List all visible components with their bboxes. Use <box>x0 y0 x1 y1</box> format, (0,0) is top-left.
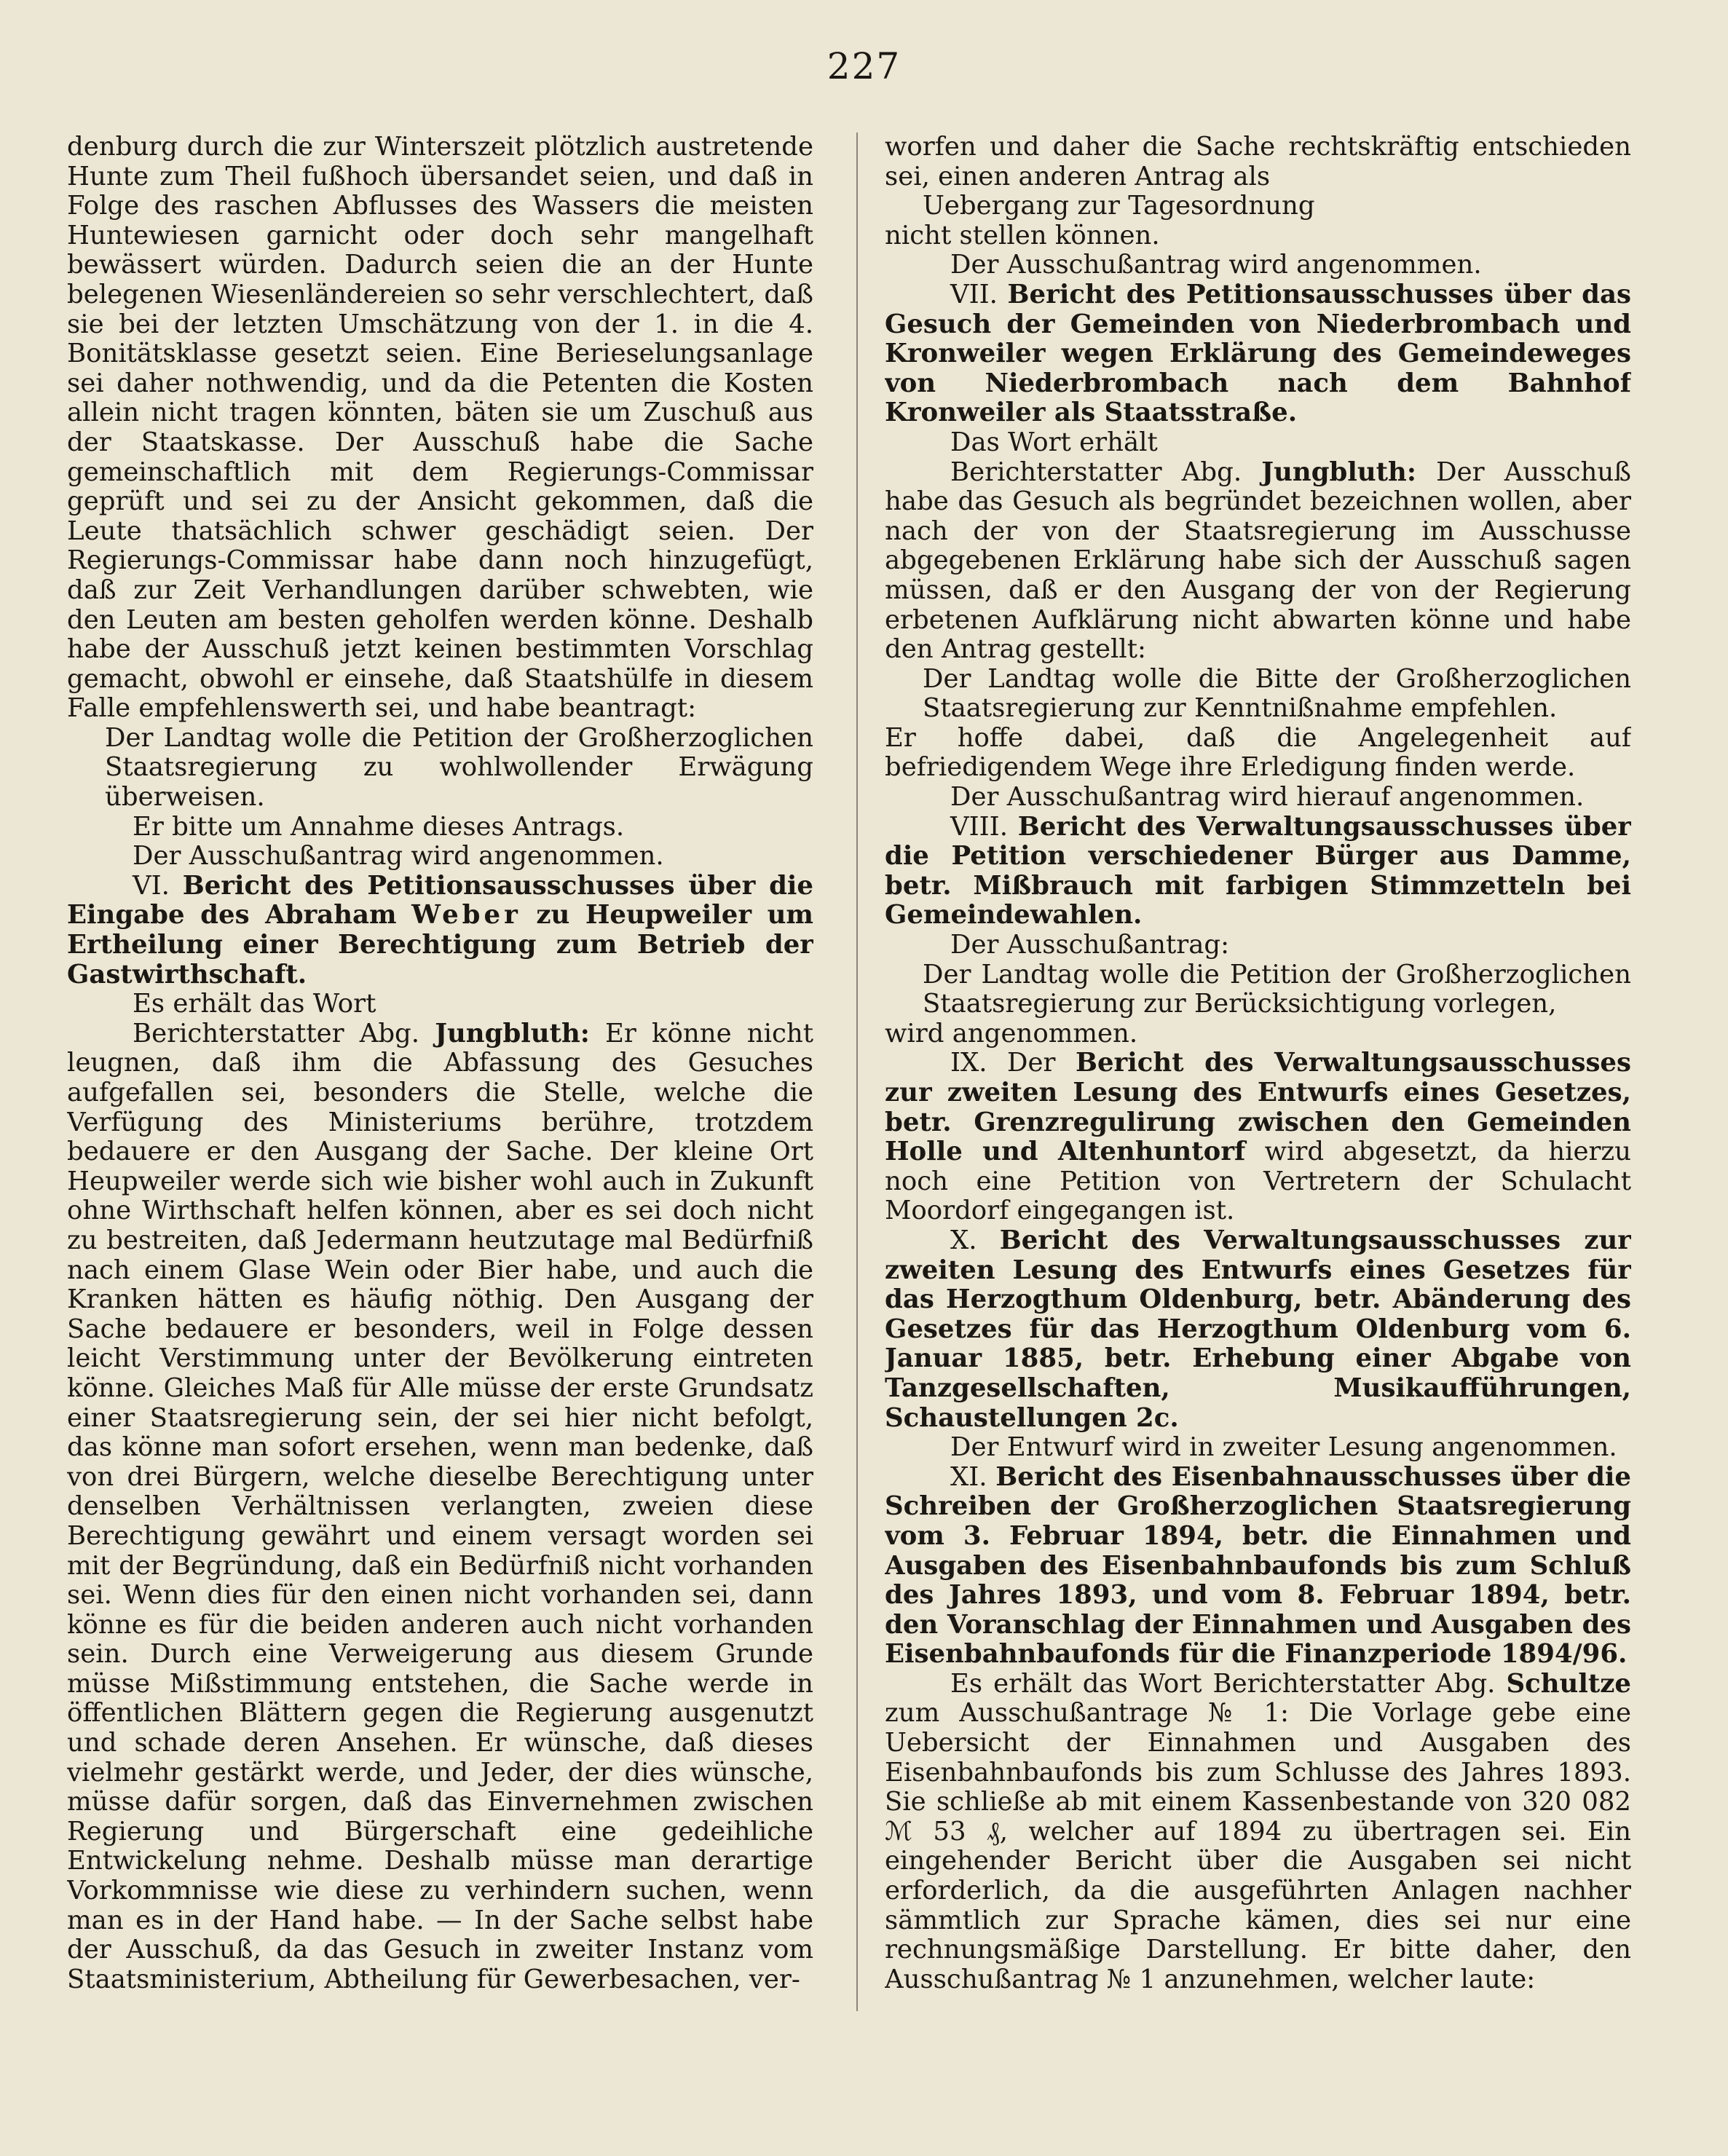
speaker-role: Berichterstatter Abg. <box>950 457 1242 487</box>
column-divider <box>856 133 858 2011</box>
paragraph: Er bitte um Annahme dieses Antrags. <box>133 811 625 842</box>
speech-text: zum Ausschußantrage № 1: Die Vorlage gebe eine Uebersicht der Einnahmen und Ausgaben des Eisenbahnbaufonds bis zum Schlusse des Jahres 1893. Sie schließe ab mit einem Kassenbestande von 320 082 ℳ 53 ₰, welcher auf 1894 zu übertragen sei. Ein eingehender Bericht über die Ausgaben sei nicht erforderlich, da die ausgeführten Anlagen nachher sämmtlich zur Sprache kämen, dies sei nur eine rechnungsmäßige Darstellung. Er bitte daher, den Ausschußantrag № 1 anzunehmen, welcher laute: <box>885 1698 1631 1994</box>
section-title-rest: zu Heupweiler um Ertheilung einer Berechtigung zum Betrieb der Gastwirthschaft. <box>67 900 813 990</box>
section-title: Bericht des Verwaltungsausschusses über die Petition verschiedener Bürger aus Damme, betr. Mißbrauch mit farbigen Stimmzetteln bei Gemeindewahlen. <box>885 811 1631 931</box>
paragraph: Der Ausschußantrag wird hierauf angenommen. <box>950 782 1585 813</box>
section-title: Bericht des Verwaltungsausschusses zur zweiten Lesung des Entwurfs eines Gesetzes für das Herzogthum Oldenburg, betr. Abänderung des Gesetzes für das Herzogthum Oldenburg vom 6. Januar 1885, betr. Erhebung einer Abgabe von Tanzgesellschaften, Musikaufführungen, Schaustellungen 2c. <box>885 1225 1631 1433</box>
speaker-role: Berichterstatter Abg. <box>133 1018 420 1049</box>
paragraph: wird angenommen. <box>885 1018 1138 1049</box>
paragraph: nicht stellen können. <box>885 220 1160 250</box>
paragraph: worfen und daher die Sache rechtskräftig entschieden sei, einen anderen Antrag als <box>885 133 1631 191</box>
right-column <box>885 133 1631 2098</box>
section-title: Bericht des Petitionsausschusses über die Eingabe des Abraham <box>67 870 813 931</box>
paragraph: Das Wort erhält <box>950 427 1158 457</box>
section-number: VII. <box>950 279 998 309</box>
motion-quote: Der Landtag wolle die Bitte der Großherzoglichen Staatsregierung zur Kenntnißnahme empfehlen. <box>923 663 1631 724</box>
speech-paragraph <box>885 458 1631 665</box>
paragraph: Der Ausschußantrag: <box>950 930 1230 960</box>
motion-quote: Uebergang zur Tagesordnung <box>923 191 1315 221</box>
section-title: Bericht des Eisenbahnausschusses über die Schreiben der Großherzoglichen Staatsregierung vom 3. Februar 1894, betr. die Einnahmen und Ausgaben des Eisenbahnbaufonds bis zum Schluß des Jahres 1893, und vom 8. Februar 1894, betr. den Voranschlag der Einnahmen und Ausgaben des Eisenbahnbaufonds für die Finanzperiode 1894/96. <box>885 1461 1631 1670</box>
left-column <box>67 133 813 2098</box>
section-number: VI. <box>133 870 170 901</box>
section-title-name: Weber <box>411 900 521 931</box>
motion-quote: Der Landtag wolle die Petition der Großherzoglichen Staatsregierung zu wohlwollender Erwägung überweisen. <box>105 722 813 813</box>
section-number: XI. <box>950 1461 987 1492</box>
page-number: 227 <box>826 45 902 87</box>
speech-paragraph <box>885 1670 1631 1995</box>
section-title: Bericht des Verwaltungsausschusses zur zweiten Lesung des Entwurfs eines Gesetzes, betr. Grenzregulirung zwischen den Gemeinden Holle und Altenhuntorf <box>885 1048 1631 1167</box>
speaker-name: Schultze <box>1506 1668 1631 1699</box>
paragraph: denburg durch die zur Winterszeit plötzlich austretende Hunte zum Theil fußhoch übersandet seien, und daß in Folge des raschen Abflusses des Wassers die meisten Huntewiesen garnicht oder doch sehr mangelhaft bewässert würden. Dadurch seien die an der Hunte belegenen Wiesenländereien so sehr verschlechtert, daß sie bei der letzten Umschätzung von der 1. in die 4. Bonitätsklasse gesetzt seien. Eine Berieselungsanlage sei daher nothwendig, und da die Petenten die Kosten allein nicht tragen könnten, bäten sie um Zuschuß aus der Staatskasse. Der Ausschuß habe die Sache gemeinschaftlich mit dem Regierungs-Commissar geprüft und sei zu der Ansicht gekommen, daß die Leute thatsächlich schwer geschädigt seien. Der Regierungs-Commissar habe dann noch hinzugefügt, daß zur Zeit Verhandlungen darüber schwebten, wie den Leuten am besten geholfen werden könne. Deshalb habe der Ausschuß jetzt keinen bestimmten Vorschlag gemacht, obwohl er einsehe, daß Staatshülfe in diesem Falle empfehlenswerth sei, und habe beantragt: <box>67 133 813 724</box>
speaker-name: Jungbluth: <box>435 1018 590 1049</box>
paragraph: Der Ausschußantrag wird angenommen. <box>950 250 1482 280</box>
section-heading <box>885 1049 1631 1226</box>
section-title: Bericht des Petitionsausschusses über das Gesuch der Gemeinden von Niederbrombach und Kronweiler wegen Erklärung des Gemeindeweges von Niederbrombach nach dem Bahnhof Kronweiler als Staatsstraße. <box>885 279 1631 428</box>
motion-quote: Der Landtag wolle die Petition der Großherzoglichen Staatsregierung zur Berücksichtigung vorlegen, <box>923 959 1631 1019</box>
speaker-name: Jungbluth: <box>1261 457 1416 487</box>
section-heading <box>885 1463 1631 1670</box>
paragraph: Er hoffe dabei, daß die Angelegenheit auf befriedigendem Wege ihre Erledigung finden werde. <box>885 722 1631 783</box>
section-heading <box>885 280 1631 428</box>
section-rest: wird abgesetzt, da hierzu noch eine Petition von Vertretern der Schulacht Moordorf eingegangen ist. <box>885 1137 1631 1226</box>
speech-text: Er könne nicht leugnen, daß ihm die Abfassung des Gesuches aufgefallen sei, besonders die Stelle, welche die Verfügung des Ministeriums berühre, trotzdem bedauere er den Ausgang der Sache. Der kleine Ort Heupweiler werde sich wie bisher wohl auch in Zukunft ohne Wirthschaft helfen können, aber es sei doch nicht zu bestreiten, daß Jedermann heutzutage mal Bedürfniß nach einem Glase Wein oder Bier habe, und auch die Kranken hätten es häufig nöthig. Den Ausgang der Sache bedauere er besonders, weil in Folge dessen leicht Verstimmung unter der Bevölkerung eintreten könne. Gleiches Maß für Alle müsse der erste Grundsatz einer Staatsregierung sein, der sei hier nicht befolgt, das könne man sofort ersehen, wenn man bedenke, daß von drei Bürgern, welche dieselbe Berechtigung unter denselben Verhältnissen verlangten, zweien diese Berechtigung gewährt und einem versagt worden sei mit der Begründung, daß ein Bedürfniß nicht vorhanden sei. Wenn dies für den einen nicht vorhanden sei, dann könne es für die beiden anderen auch nicht vorhanden sein. Durch eine Verweigerung aus diesem Grunde müsse Mißstimmung entstehen, die Sache werde in öffentlichen Blättern gegen die Regierung ausgenutzt und schade deren Ansehen. Er wünsche, daß dieses vielmehr gestärkt werde, und Jeder, der dies wünsche, müsse dafür sorgen, daß das Einvernehmen zwischen Regierung und Bürgerschaft eine gedeihliche Entwickelung nehme. Deshalb müsse man derartige Vorkommnisse wie diese zu verhindern suchen, wenn man es in der Hand habe. — In der Sache selbst habe der Ausschuß, da das Gesuch in zweiter Instanz vom Staatsministerium, Abtheilung für Gewerbesachen, ver- <box>67 1018 813 1994</box>
section-heading <box>67 872 813 990</box>
paragraph: Der Entwurf wird in zweiter Lesung angenommen. <box>950 1432 1617 1463</box>
paragraph: Es erhält das Wort <box>133 989 376 1019</box>
section-heading <box>885 1226 1631 1433</box>
section-number: X. <box>950 1225 977 1255</box>
paragraph: Der Ausschußantrag wird angenommen. <box>133 841 664 872</box>
speech-text: Der Ausschuß habe das Gesuch als begründet bezeichnen wollen, aber nach der von der Staatsregierung im Ausschusse abgegebenen Erklärung habe sich der Ausschuß sagen müssen, daß er den Ausgang der von der Regierung erbetenen Aufklärung nicht abwarten könne und habe den Antrag gestellt: <box>885 457 1631 665</box>
section-heading <box>885 813 1631 931</box>
section-number: IX. <box>950 1048 987 1078</box>
section-prefix: Der <box>1007 1048 1056 1078</box>
speaker-role: Es erhält das Wort Berichterstatter Abg. <box>950 1668 1496 1699</box>
speech-paragraph <box>67 1019 813 1995</box>
section-number: VIII. <box>950 811 1008 842</box>
